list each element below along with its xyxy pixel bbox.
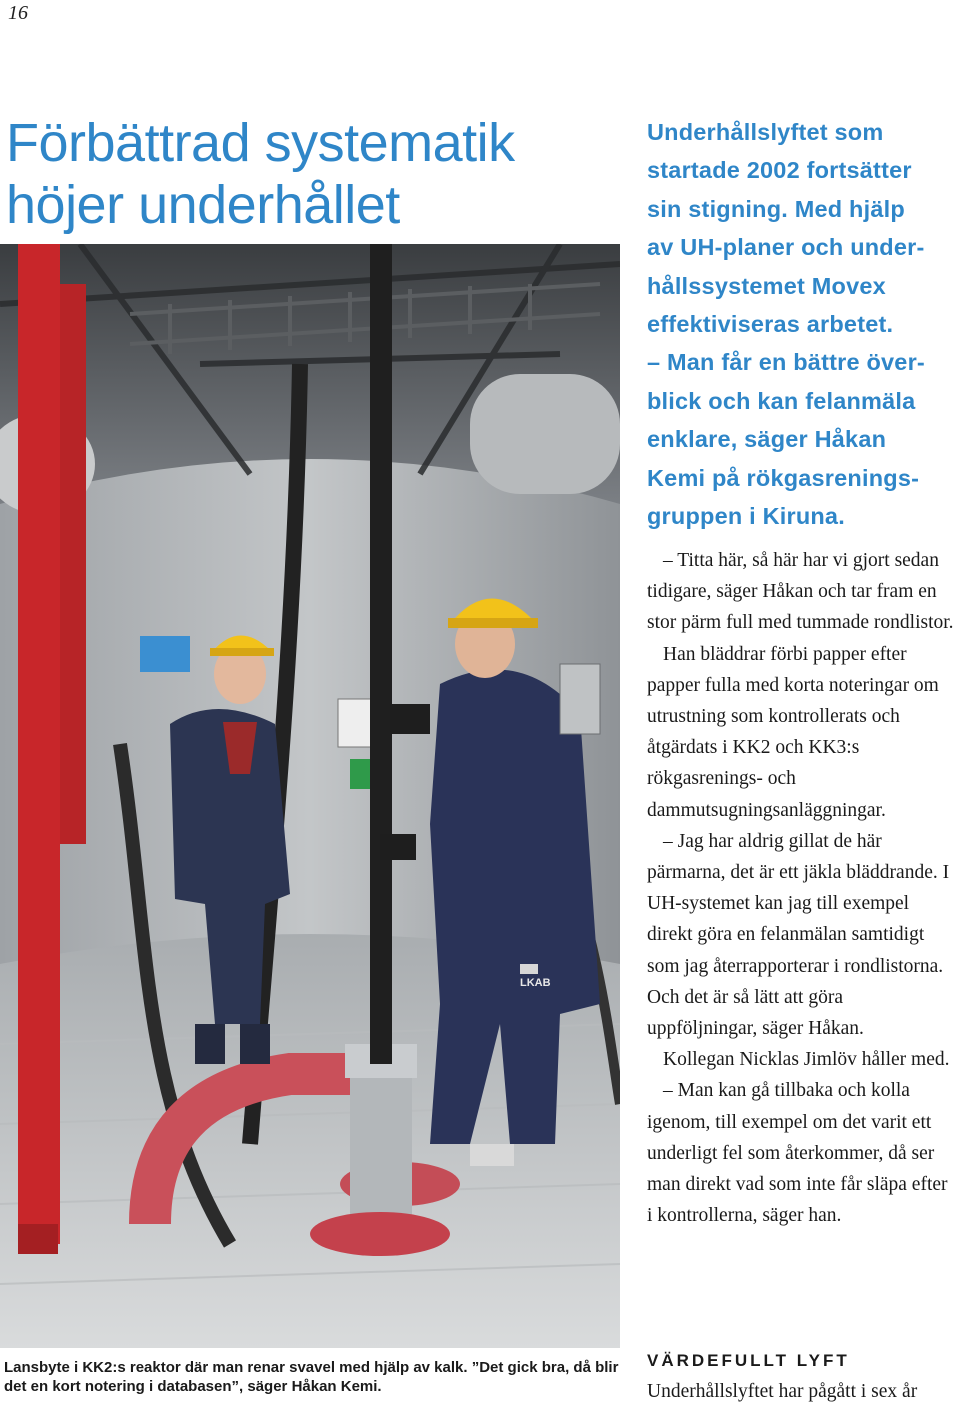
page-number: 16 [8, 2, 28, 24]
ingress-line: Underhållslyftet som [647, 119, 884, 145]
ingress-line: hållssystemet Movex [647, 272, 886, 299]
ingress-line: Kemi på rökgasrenings- [647, 464, 920, 491]
ingress [647, 113, 957, 535]
section-kicker: VÄRDEFULLT LYFT [647, 1351, 850, 1370]
body-paragraph: Han bläddrar förbi papper efter papper fulla med korta noteringar om utrustning som kontrollerats och åtgärdats i KK2 och KK3:s rökgasrenings- och dammutsugningsanläggningar. [647, 643, 939, 821]
section-lead: Underhållslyftet har pågått i sex år [647, 1381, 918, 1403]
article-photo [0, 244, 620, 1348]
photo-caption: Lansbyte i KK2:s reaktor där man renar svavel med hjälp av kalk. ”Det gick bra, då blir det en kort notering i databasen”, säger Håkan Kemi. [4, 1359, 619, 1395]
ingress-line: av UH-planer och under- [647, 234, 925, 261]
body-paragraph: – Man kan gå tillbaka och kolla igenom, till exempel om det varit ett underligt fel som återkommer, då ser man direkt vad som inte får släpa efter i kontrollerna, säger han. [647, 1080, 948, 1227]
ingress-line: gruppen i Kiruna. [647, 503, 845, 530]
article-body [647, 545, 957, 1231]
ingress-line: effektiviseras arbetet. [647, 311, 894, 338]
ingress-line: blick och kan felanmäla [647, 387, 916, 414]
ingress-line: sin stigning. Med hjälp [647, 195, 905, 222]
ingress-line: startade 2002 fortsätter [647, 157, 912, 184]
workers-photo-illustration [0, 244, 620, 1348]
body-paragraph: – Titta här, så här har vi gjort sedan tidigare, säger Håkan och tar fram en stor pärm full med tummade rondlistor. [647, 550, 954, 634]
ingress-line: enklare, säger Håkan [647, 426, 887, 453]
next-section [647, 1345, 957, 1407]
body-paragraph: – Jag har aldrig gillat de här pärmarna, det är ett jäkla bläddrande. I UH-systemet kan jag till exempel direkt göra en felanmälan samtidigt som jag återrapporterar i rondlistorna. Och det är så lätt att göra uppföljningar, säger Håkan. [647, 830, 950, 1040]
title-line-2: höjer underhållet [6, 175, 400, 235]
title-line-1: Förbättrad systematik [6, 113, 515, 173]
body-paragraph: Kollegan Nicklas Jimlöv håller med. [663, 1049, 950, 1071]
ingress-line: – Man får en bättre över- [647, 349, 925, 376]
page-title [6, 112, 616, 236]
lkab-logo: LKAB [520, 977, 551, 989]
